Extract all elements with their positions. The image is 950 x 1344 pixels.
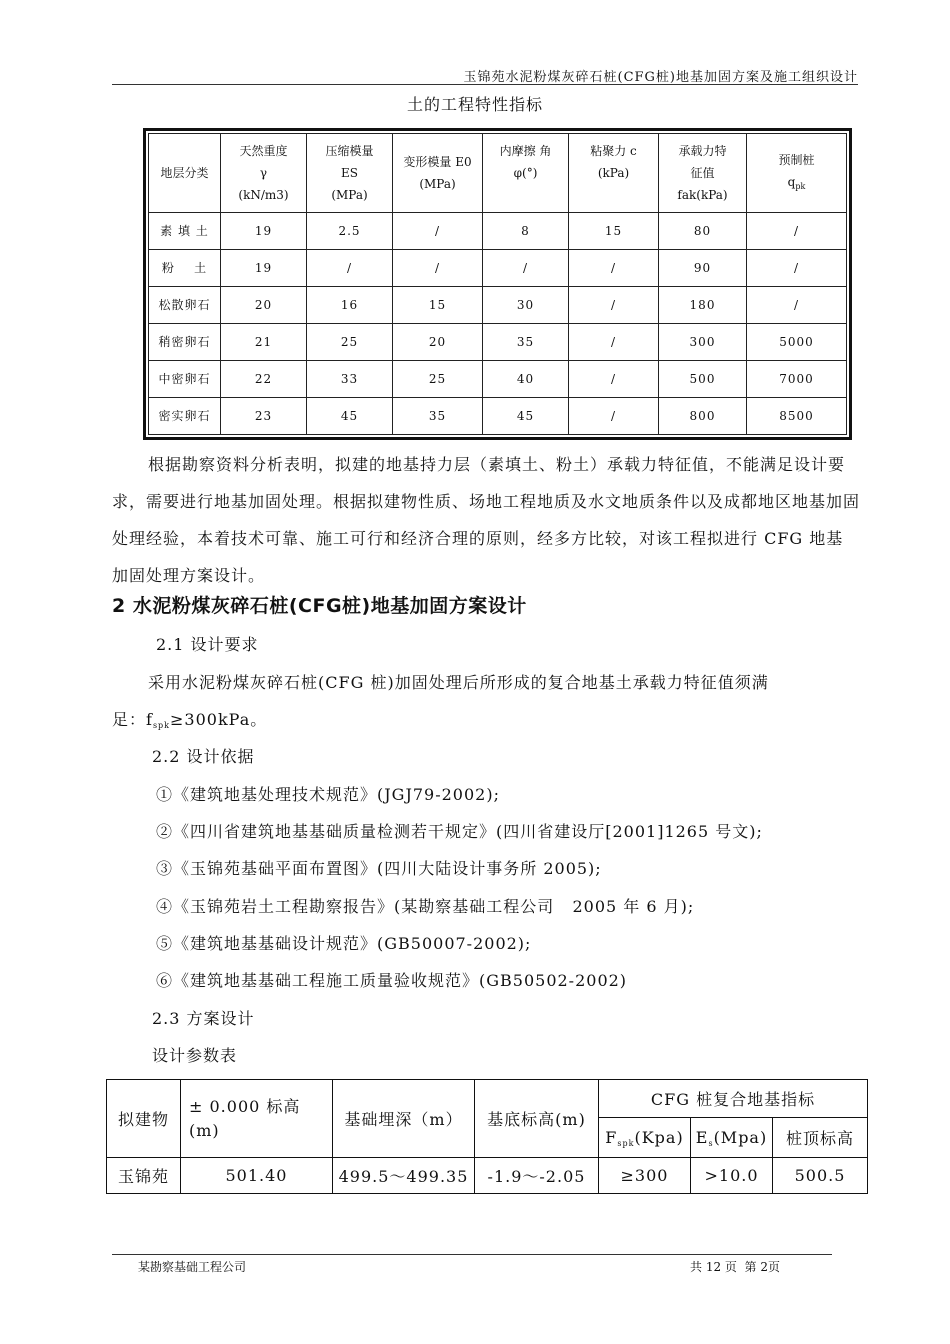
soil-properties-table [148,133,847,435]
table-row: 松散卵石 20 16 15 30 / 180 / [149,287,847,324]
table-header-row [107,1080,868,1118]
soil-table-header-row [149,134,847,213]
header-cell: 粘聚力 c (kPa) [569,134,659,213]
header-cell: $F_{spk}(Kpa)$ [599,1118,691,1158]
header-cell: 基础埋深（m） [333,1080,475,1158]
table-row: 密实卵石 23 45 35 45 / 800 8500 [149,398,847,435]
section-2-heading: 2 水泥粉煤灰碎石桩(CFG桩)地基加固方案设计 [112,595,527,617]
header-cell: 承载力特 征值 fak(kPa) [659,134,747,213]
soil-table-title: 土的工程特性指标 [406,95,543,114]
footer-rule [112,1254,832,1255]
reference-item: ②《四川省建筑地基基础质量检测若干规定》(四川省建设厅[2001]1265 号文); [156,822,763,841]
header-cell: 基底标高(m) [475,1080,599,1158]
footer-company: 某勘察基础工程公司 [138,1260,247,1274]
header-cell: 拟建物 [107,1080,181,1158]
header-cell: 变形模量 E0 (MPa) [393,134,483,213]
header-cell: $E_s(Mpa)$ [691,1118,773,1158]
analysis-paragraph: 根据勘察资料分析表明，拟建的地基持力层（素填土、粉土）承载力特征值，不能满足设计要求，需要进行地基加固处理。根据拟建物性质、场地工程地质及水文地质条件以及成都地区地基加固处理经验，本着技术可靠、施工可行和经济合理的原则，经多方比较，对该工程拟进行 CFG 地基加固处理方案设计。 [112,455,861,585]
header-title: 玉锦苑水泥粉煤灰碎石桩(CFG桩)地基加固方案及施工组织设计 [463,70,858,85]
design-parameter-table [106,1079,868,1194]
subsection-2-2-heading: 2.2 设计依据 [152,747,255,766]
reference-item: ⑤《建筑地基基础设计规范》(GB50007-2002); [156,934,532,953]
reference-item: ③《玉锦苑基础平面布置图》(四川大陆设计事务所 2005); [156,859,602,878]
header-cell: ± 0.000 标高(m) [181,1080,333,1158]
table-row: 粉 土 19 / / / / 90 / [149,250,847,287]
footer-page-number: 共 12 页 第 2页 [690,1260,780,1274]
table-row: 素 填 土 19 2.5 / 8 15 80 / [149,213,847,250]
reference-item: ①《建筑地基处理技术规范》(JGJ79-2002); [156,785,500,804]
table-row: 稍密卵石 21 25 20 35 / 300 5000 [149,324,847,361]
header-cell: CFG 桩复合地基指标 [599,1080,868,1118]
table-row: 中密卵石 22 33 25 40 / 500 7000 [149,361,847,398]
header-cell: 地层分类 [149,134,221,213]
reference-item: ⑥《建筑地基基础工程施工质量验收规范》(GB50502-2002) [156,971,628,990]
subsection-2-1-heading: 2.1 设计要求 [156,635,259,654]
header-cell: 预制桩 $q_{pk}$ [747,134,847,213]
table-row: 玉锦苑 501.40 499.5～499.35 -1.9～-2.05 ≥300 >10.0 500.5 [107,1158,868,1194]
header-rule [112,84,858,85]
reference-item: ④《玉锦苑岩土工程勘察报告》(某勘察基础工程公司 2005 年 6 月); [156,897,695,916]
parameter-table-title: 设计参数表 [152,1046,238,1065]
header-cell: 压缩模量 ES (MPa) [307,134,393,213]
header-cell: 天然重度 γ (kN/m3) [221,134,307,213]
header-cell: 内摩擦 角 φ(°) [483,134,569,213]
header-cell: 桩顶标高 [773,1118,868,1158]
soil-table-frame [143,128,852,440]
subsection-2-3-heading: 2.3 方案设计 [152,1009,255,1028]
requirement-line-2: 足：$f_{spk}\ge 300kPa$。 [112,710,268,730]
requirement-line-1: 采用水泥粉煤灰碎石桩(CFG 桩)加固处理后所形成的复合地基土承载力特征值须满 [148,673,769,692]
